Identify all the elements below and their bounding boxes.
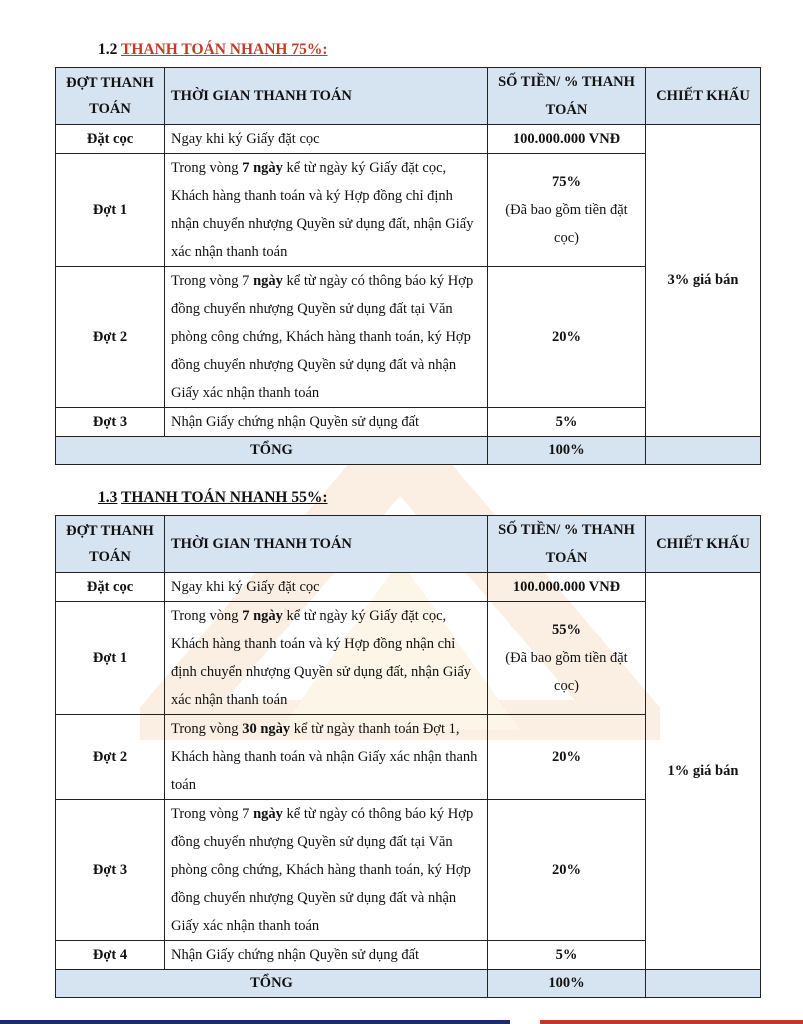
header-dot: ĐỢT THANH TOÁN — [56, 68, 165, 125]
row-dot: Đợt 4 — [56, 941, 165, 970]
section-heading: THANH TOÁN NHANH 55%: — [120, 489, 328, 506]
header-time: THỜI GIAN THANH TOÁN — [165, 516, 488, 573]
row-amount: 100.000.000 VNĐ — [488, 125, 646, 154]
row-dot: Đợt 3 — [56, 800, 165, 941]
row-time: Trong vòng 7 ngày kể từ ngày ký Giấy đặt cọc, Khách hàng thanh toán và ký Hợp đồng nhận chỉ định chuyển nhượng Quyền sử dụng đất, nhận Giấy xác nhận thanh toán — [165, 602, 488, 715]
total-value: 100% — [488, 437, 646, 465]
row-amount: 5% — [488, 408, 646, 437]
row-dot: Đợt 2 — [56, 715, 165, 800]
row-time: Trong vòng 7 ngày kể từ ngày ký Giấy đặt cọc, Khách hàng thanh toán và ký Hợp đồng chỉ định nhận chuyển nhượng Quyền sử dụng đất, nhận Giấy xác nhận thanh toán — [165, 154, 488, 267]
row-dot: Đợt 3 — [56, 408, 165, 437]
row-amount: 20% — [488, 715, 646, 800]
footer-bar-red — [540, 1020, 803, 1024]
total-row — [56, 437, 761, 465]
header-amount: SỐ TIỀN/ % THANH TOÁN — [488, 516, 646, 573]
total-blank — [646, 970, 761, 998]
discount-value: 1% giá bán — [646, 573, 761, 970]
section-title-1-2 — [98, 41, 328, 59]
row-amount: 20% — [488, 800, 646, 941]
header-time: THỜI GIAN THANH TOÁN — [165, 68, 488, 125]
row-time: Ngay khi ký Giấy đặt cọc — [165, 573, 488, 602]
row-dot: Đợt 1 — [56, 602, 165, 715]
header-discount: CHIẾT KHẤU — [646, 68, 761, 125]
row-time: Nhận Giấy chứng nhận Quyền sử dụng đất — [165, 941, 488, 970]
payment-table-75 — [55, 67, 761, 465]
payment-table-55 — [55, 515, 761, 998]
row-amount: 5% — [488, 941, 646, 970]
header-amount: SỐ TIỀN/ % THANH TOÁN — [488, 68, 646, 125]
section-title-1-3 — [98, 489, 328, 507]
discount-value: 3% giá bán — [646, 125, 761, 437]
row-time: Trong vòng 30 ngày kể từ ngày thanh toán Đợt 1, Khách hàng thanh toán và nhận Giấy xác nhận thanh toán — [165, 715, 488, 800]
total-blank — [646, 437, 761, 465]
total-value: 100% — [488, 970, 646, 998]
row-dot: Đợt 2 — [56, 267, 165, 408]
section-number: 1.3 — [98, 489, 118, 506]
footer-bar-navy — [0, 1020, 510, 1024]
section-number: 1.2 — [98, 41, 118, 58]
table-row — [56, 125, 761, 154]
row-amount: 100.000.000 VNĐ — [488, 573, 646, 602]
row-dot: Đặt cọc — [56, 125, 165, 154]
total-label: TỔNG — [56, 970, 488, 998]
amount-note: (Đã bao gồm tiền đặt cọc) — [505, 650, 628, 694]
row-amount: 75% (Đã bao gồm tiền đặt cọc) — [488, 154, 646, 267]
row-amount: 55% (Đã bao gồm tiền đặt cọc) — [488, 602, 646, 715]
row-dot: Đợt 1 — [56, 154, 165, 267]
row-time: Ngay khi ký Giấy đặt cọc — [165, 125, 488, 154]
total-row — [56, 970, 761, 998]
row-time: Nhận Giấy chứng nhận Quyền sử dụng đất — [165, 408, 488, 437]
row-time: Trong vòng 7 ngày kể từ ngày có thông báo ký Hợp đồng chuyển nhượng Quyền sử dụng đất tại Văn phòng công chứng, Khách hàng thanh toán, ký Hợp đồng chuyển nhượng Quyền sử dụng đất và nhận Giấy xác nhận thanh toán — [165, 800, 488, 941]
row-amount: 20% — [488, 267, 646, 408]
section-heading: THANH TOÁN NHANH 75%: — [120, 41, 328, 58]
row-time: Trong vòng 7 ngày kể từ ngày có thông báo ký Hợp đồng chuyển nhượng Quyền sử dụng đất tại Văn phòng công chứng, Khách hàng thanh toán, ký Hợp đồng chuyển nhượng Quyền sử dụng đất và nhận Giấy xác nhận thanh toán — [165, 267, 488, 408]
total-label: TỔNG — [56, 437, 488, 465]
row-dot: Đặt cọc — [56, 573, 165, 602]
header-dot: ĐỢT THANH TOÁN — [56, 516, 165, 573]
amount-note: (Đã bao gồm tiền đặt cọc) — [505, 202, 628, 246]
table-row — [56, 573, 761, 602]
header-discount: CHIẾT KHẤU — [646, 516, 761, 573]
